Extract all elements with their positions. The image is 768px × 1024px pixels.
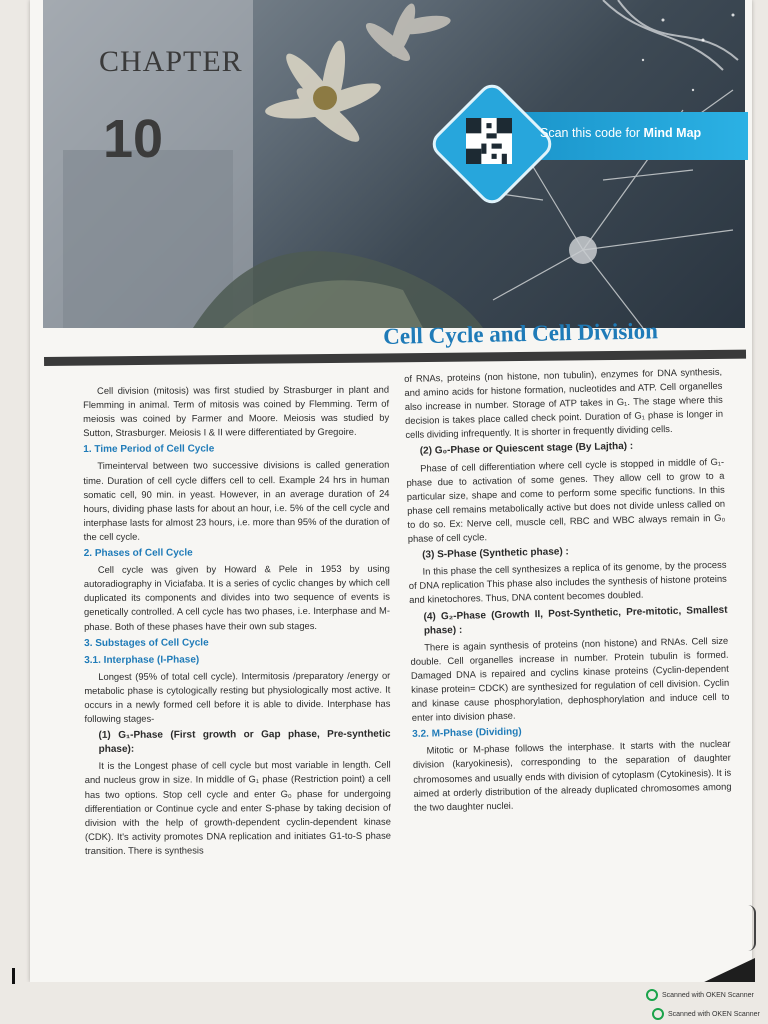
subsection-heading-interphase: 3.1. Interphase (I-Phase) (84, 654, 200, 666)
g1-continued-paragraph: of RNAs, proteins (non histone, non tubulin), enzymes for DNA synthesis, and amino acids for histone formation, nucleotides and ATP. Cell organelles also increase in number. Storage of ATP takes in G₁. The stage where this decision is takes place called check point. Duration of G₁ phase is longer in cells dividing infrequently. It is shorter in frequently dividing cells. (404, 365, 724, 441)
chapter-banner-image (43, 0, 745, 328)
s-phase-paragraph: In this phase the cell synthesizes a replica of its genome, by the process of DNA replication This phase also includes the synthesis of histone proteins and kinetochores. Thus, DNA content becomes doubled. (408, 558, 727, 606)
scan-caption-text: Scan this code for (540, 126, 644, 140)
chapter-number: 10 (103, 109, 164, 169)
intro-paragraph: Cell division (mitosis) was first studied by Strasburger in plant and Flemming in animal. Term of mitosis was coined by Flemming. Term of meiosis was coined by Farmer and Moore. Meiosis was studied by Sutton, Strasburger. Meiosis I & II were differentiated by Gregoire. (83, 383, 390, 439)
qr-code-icon[interactable] (466, 118, 512, 164)
section-heading-phases: 2. Phases of Cell Cycle (83, 547, 193, 560)
g2-phase-paragraph: There is again synthesis of proteins (non histone) and RNAs. Cell size double. Cell organelles increase in number. Protein tubulin is formed. Damaged DNA is repaired and cyclins kinase proteins (Cyclin-dependent kinase protein= CDCK) are synthesized for regulation of cell division. Cyclin and kinase cause phosphorylation, dephosphorylation and induce cell to enter into division phase. (410, 634, 730, 724)
scan-caption-bold: Mind Map (643, 126, 702, 140)
scanner-watermark (646, 989, 754, 1001)
scan-edge-mark (12, 968, 15, 984)
section-heading-substages: 3. Substages of Cell Cycle (84, 637, 209, 649)
scanner-watermark-duplicate (652, 1008, 760, 1020)
watermark-text: Scanned with OKEN Scanner (668, 1010, 760, 1018)
watermark-text: Scanned with OKEN Scanner (662, 991, 754, 999)
interphase-paragraph: Longest (95% of total cell cycle). Intermitosis /preparatory /energy or metabolic phase is cytologically resting but physiologically most active. It occurs in a newly formed cell before it is able to divide. Interphase has following stages- (84, 669, 391, 725)
oken-logo-icon (646, 989, 658, 1001)
page-title: Cell Cycle and Cell Division (383, 318, 659, 349)
g1-phase-paragraph: It is the Longest phase of cell cycle but most variable in length. Cell and nucleus grow in size. In middle of G₁ phase (Restriction point) a cell has two options. Stop cell cycle and enter G₀ phase for undergoing differentiation or Continue cycle and enter S-phase by taking decision of division with the help of growth-dependent cyclin-dependent kinase (CDK). It's activity promotes DNA replication and initiates G1-to-S phase transition. There is synthesis (84, 759, 391, 856)
m-phase-paragraph: Mitotic or M-phase follows the interphase. It starts with the nuclear division (karyokinesis), corresponding to the separation of daughter chromosomes and usually ends with division of cytoplasm (Cytokinesis). It is aimed at orderly distribution of the already duplicated chromosomes among the two daughter nuclei. (412, 738, 732, 813)
g1-phase-heading: (1) G₁-Phase (First growth or Gap phase, Pre-synthetic phase): (98, 728, 391, 756)
right-column (404, 365, 732, 817)
chapter-label: CHAPTER (99, 45, 243, 78)
oken-logo-icon (652, 1008, 664, 1020)
s-phase-heading: (3) S-Phase (Synthetic phase) : (422, 546, 569, 561)
page-edge-mark (748, 905, 756, 951)
left-column (83, 383, 391, 860)
subsection-heading-m-phase: 3.2. M-Phase (Dividing) (412, 726, 522, 741)
g0-phase-paragraph: Phase of cell differentiation where cell cycle is stopped in middle of G₁-phase due to activation of some genes. They allow cell to grow to a particular size, shape and come to perform some specific functions. In this phase cell remains metabolically active but does not divide unless called on to do so. Ex: Nerve cell, muscle cell, RBC and WBC always remain in G₀ phase of cell cycle. (406, 455, 726, 544)
g0-phase-heading: (2) G₀-Phase or Quiescent stage (By Lajtha) : (419, 441, 634, 458)
g2-phase-heading: (4) G₂-Phase (Growth II, Post-Synthetic, Pre-mitotic, Smallest phase) : (423, 604, 728, 637)
section-heading-time-period: 1. Time Period of Cell Cycle (83, 443, 215, 456)
phases-paragraph: Cell cycle was given by Howard & Pele in 1953 by using autoradiography in Viciafaba. It is a series of cyclic changes by which cell duplicated its components and divides into two sequence of events is genetically controlled. A cell cycle has two phases, i.e. Interphase and M-phase. Both of these phases have their own sub stages. (83, 562, 391, 632)
time-period-paragraph: Timeinterval between two successive divisions is called generation time. Duration of cell cycle differs cell to cell. Example 24 hrs in human somatic cell, 90 min. in yeast. However, in an average duration of 24 hours, dividing phase lasts for about an hour, i.e. 5% of the cell cycle and interphase lasts for almost 23 hours, i.e. more than 95% of the duration of the cell cycle. (83, 459, 390, 542)
scan-caption (540, 126, 701, 140)
